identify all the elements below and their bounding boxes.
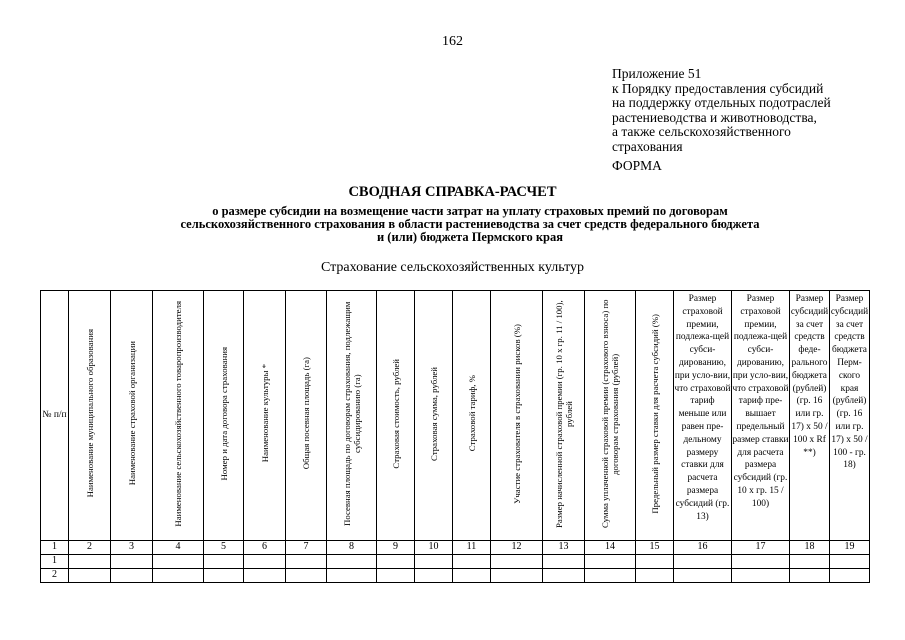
- column-index-cell: 17: [732, 541, 790, 555]
- header-text: Предельный размер ставки для расчета субсидий (%): [649, 313, 660, 514]
- table-cell: [377, 555, 415, 569]
- column-index-cell: 15: [636, 541, 674, 555]
- table-cell: [415, 568, 453, 582]
- table-cell: [453, 555, 491, 569]
- header-text: Размер субсидий за счет средств феде-рального бюджета (рублей) (гр. 16 или гр. 17) х 50 / 100 х Rf **): [790, 294, 829, 458]
- subtitle-line: и (или) бюджета Пермского края: [376, 230, 563, 244]
- column-index-cell: 3: [111, 541, 153, 555]
- table-cell: [790, 568, 830, 582]
- header-text: № п/п: [42, 410, 67, 421]
- header-cell: [327, 291, 377, 541]
- column-index-cell: 13: [543, 541, 585, 555]
- column-index-cell: 9: [377, 541, 415, 555]
- subtitle-line: о размере субсидии на возмещение части затрат на уплату страховых премий по договорам: [212, 204, 728, 218]
- table-cell: [204, 555, 244, 569]
- table-cell: [585, 568, 636, 582]
- header-cell: [69, 291, 111, 541]
- appendix-note: [612, 67, 831, 155]
- page-number: 162: [442, 34, 463, 49]
- section-heading: Страхование сельскохозяйственных культур: [320, 260, 585, 275]
- column-index-cell: 16: [674, 541, 732, 555]
- column-index-cell: 19: [830, 541, 870, 555]
- column-index-cell: 8: [327, 541, 377, 555]
- table-cell: [286, 555, 327, 569]
- header-text: Размер субсидий за счет средств бюджета Перм-ского края (рублей) (гр. 16 или гр. 17) х 50 / 100 - гр. 18): [830, 294, 869, 471]
- table-cell: [790, 555, 830, 569]
- column-index-cell: 10: [415, 541, 453, 555]
- subtitle-line: сельскохозяйственного страхования в области растениеводства за счет средств федерального бюджета: [180, 217, 760, 231]
- header-text: Размер начисленной страховой премии (гр. 10 х гр. 11 / 100), рублей: [553, 299, 574, 528]
- table-cell: [69, 555, 111, 569]
- header-cell: [732, 291, 790, 541]
- table-cell: [244, 568, 286, 582]
- table-cell: [585, 555, 636, 569]
- table-cell: [327, 555, 377, 569]
- table-cell: [674, 555, 732, 569]
- column-index-cell: 4: [153, 541, 204, 555]
- table-cell: [204, 568, 244, 582]
- table-cell: [286, 568, 327, 582]
- appendix-line: на поддержку отдельных подотраслей: [612, 95, 831, 111]
- header-cell-number: [41, 291, 69, 541]
- row-number-cell: 2: [41, 568, 69, 582]
- appendix-line: Приложение 51: [612, 66, 702, 81]
- header-text: Наименование муниципального образования: [84, 329, 95, 498]
- calculation-table: [40, 290, 870, 583]
- table-cell: [830, 568, 870, 582]
- table-cell: [636, 568, 674, 582]
- header-row: [41, 291, 870, 541]
- form-label: ФОРМА: [612, 158, 662, 173]
- header-text: Страховая стоимость, рублей: [390, 358, 401, 469]
- column-index-cell: 1: [41, 541, 69, 555]
- table-cell: [636, 555, 674, 569]
- document-title: СВОДНАЯ СПРАВКА-РАСЧЕТ: [348, 184, 557, 200]
- table-cell: [244, 555, 286, 569]
- header-text: Страховой тариф, %: [466, 375, 477, 452]
- header-text: Участие страхователя в страховании рисков (%): [511, 323, 522, 504]
- appendix-line: растениеводства и животноводства,: [612, 109, 817, 125]
- table-row: [41, 555, 870, 569]
- table-cell: [111, 555, 153, 569]
- header-text: Наименование сельскохозяйственного товаропроизводителя: [173, 300, 183, 527]
- table-cell: [732, 568, 790, 582]
- table-cell: [415, 555, 453, 569]
- table-cell: [543, 555, 585, 569]
- document-subtitle: [150, 205, 790, 244]
- header-text: Номер и дата договора страхования: [218, 346, 229, 481]
- header-cell: [377, 291, 415, 541]
- column-index-cell: 12: [491, 541, 543, 555]
- table-cell: [674, 568, 732, 582]
- table-cell: [453, 568, 491, 582]
- header-cell: [674, 291, 732, 541]
- header-cell: [415, 291, 453, 541]
- table-cell: [830, 555, 870, 569]
- column-index-cell: 18: [790, 541, 830, 555]
- header-cell: [790, 291, 830, 541]
- header-text: Сумма уплаченной страховой премии (страхового взноса) по договорам страхования (рублей): [600, 299, 620, 528]
- table-cell: [153, 568, 204, 582]
- column-index-cell: 7: [286, 541, 327, 555]
- table-cell: [491, 568, 543, 582]
- table-cell: [111, 568, 153, 582]
- column-index-cell: 11: [453, 541, 491, 555]
- header-text: Наименование культуры *: [259, 364, 270, 463]
- table-cell: [327, 568, 377, 582]
- header-text: Наименование страховой организации: [126, 341, 137, 486]
- table-cell: [732, 555, 790, 569]
- header-cell: [585, 291, 636, 541]
- column-index-cell: 14: [585, 541, 636, 555]
- table-cell: [69, 568, 111, 582]
- header-cell: [286, 291, 327, 541]
- header-text: Размер страховой премии, подлежа-щей субси-дированию, при усло-вии, что страховой тариф меньше или равен пре-дельному размеру ставки для расчета размера субсидий (гр. 13): [674, 294, 731, 522]
- table-row: [41, 568, 870, 582]
- header-cell: [830, 291, 870, 541]
- column-index-row: [41, 541, 870, 555]
- appendix-line: а также сельскохозяйственного: [612, 124, 791, 140]
- header-text: Посевная площадь по договорам страхования, подлежащим субсидированию (га): [341, 301, 362, 526]
- header-cell: [153, 291, 204, 541]
- table-cell: [491, 555, 543, 569]
- header-cell: [636, 291, 674, 541]
- column-index-cell: 6: [244, 541, 286, 555]
- row-number-cell: 1: [41, 555, 69, 569]
- table-cell: [377, 568, 415, 582]
- table-cell: [543, 568, 585, 582]
- header-cell: [543, 291, 585, 541]
- header-text: Общая посевная площадь (га): [301, 357, 311, 470]
- header-cell: [491, 291, 543, 541]
- appendix-line: к Порядку предоставления субсидий: [612, 80, 824, 96]
- header-cell: [204, 291, 244, 541]
- appendix-line: страхования: [612, 138, 683, 154]
- header-cell: [453, 291, 491, 541]
- table-cell: [153, 555, 204, 569]
- column-index-cell: 5: [204, 541, 244, 555]
- header-cell: [111, 291, 153, 541]
- header-text: Страховая сумма, рублей: [428, 366, 439, 461]
- header-cell: [244, 291, 286, 541]
- column-index-cell: 2: [69, 541, 111, 555]
- header-text: Размер страховой премии, подлежа-щей субси-дированию, при усло-вии, что страховой тариф пре-вышает предельный размер ставки для расчета размера субсидий (гр. 10 х гр. 15 / 100): [732, 294, 789, 509]
